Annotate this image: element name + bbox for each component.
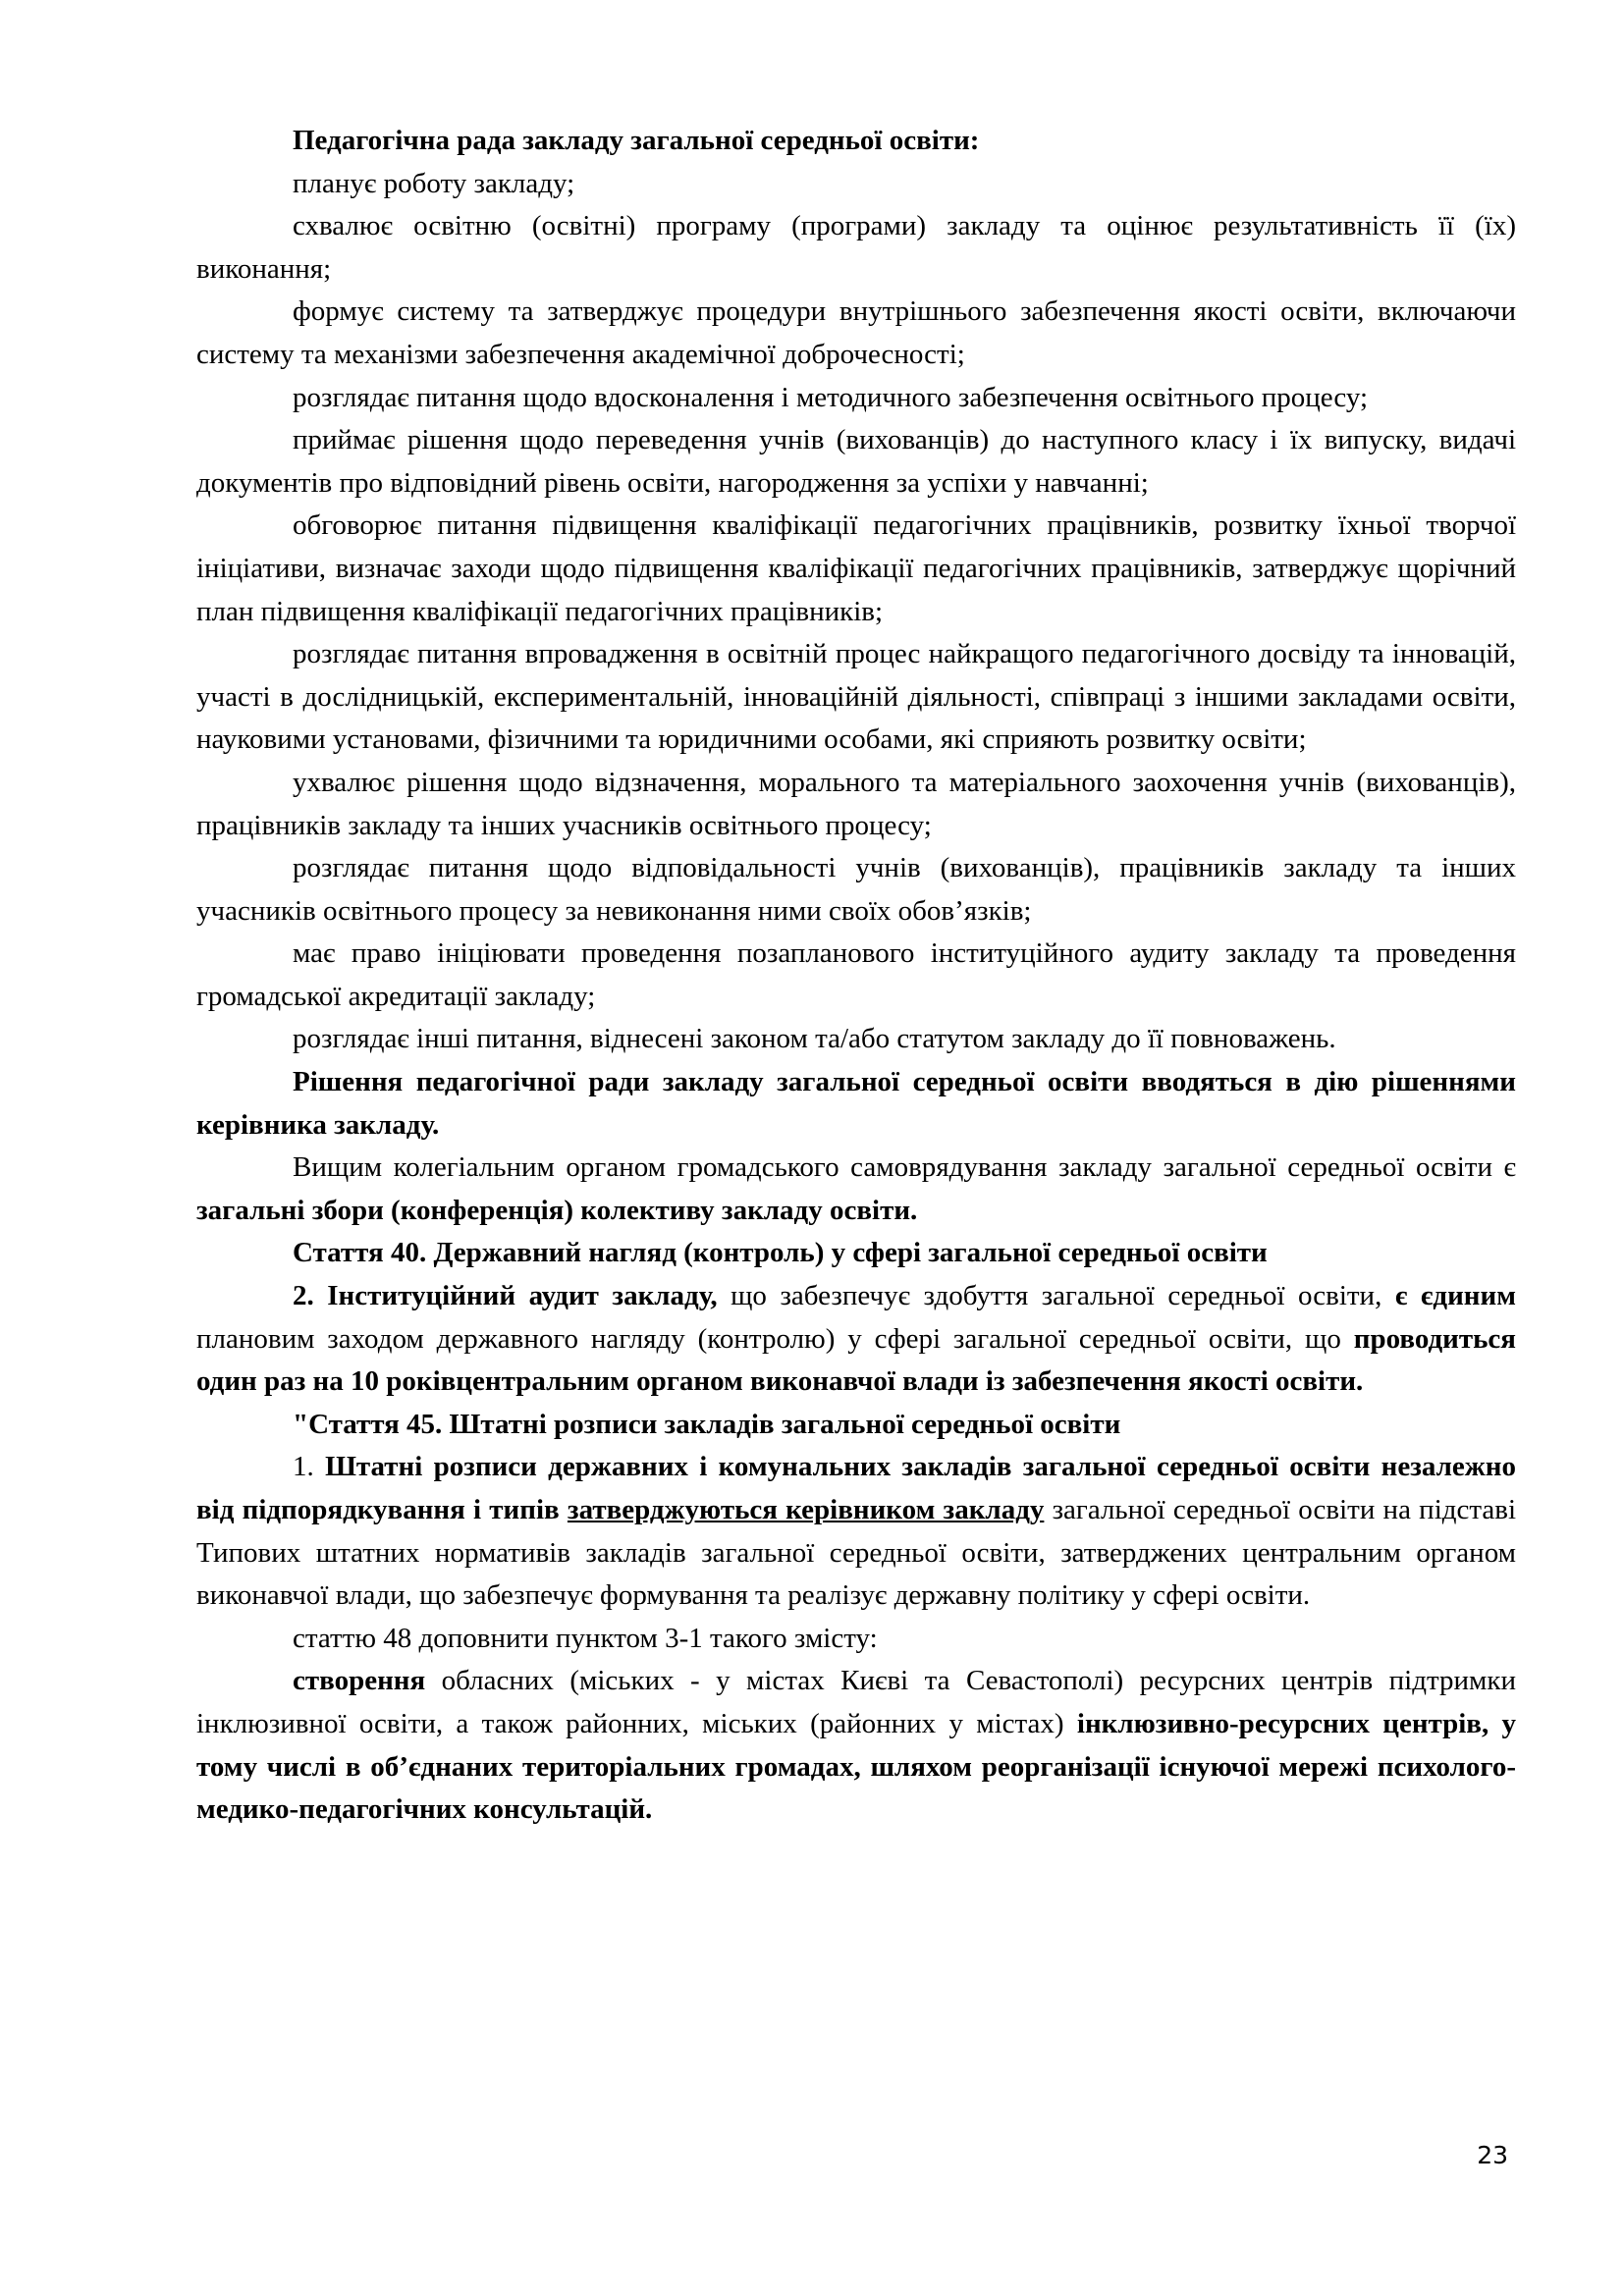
text-segment: розглядає питання щодо відповідальності учнів (вихованців), працівників закладу та інших учасників освітнього процесу за невиконання ними своїх обов’язків;	[196, 852, 1516, 927]
paragraph	[196, 1404, 1516, 1447]
text-segment: що забезпечує здобуття загальної середньої освіти,	[717, 1280, 1395, 1312]
text-segment: формує систему та затверджує процедури внутрішнього забезпечення якості освіти, включаючи систему та механізми забезпечення академічної доброчесності;	[196, 295, 1516, 370]
bold-text-segment: Рішення педагогічної ради закладу загальної середньої освіти вводяться в дію рішеннями керівника закладу.	[196, 1066, 1516, 1141]
paragraph	[196, 377, 1516, 420]
paragraph	[196, 762, 1516, 847]
paragraph	[196, 1232, 1516, 1275]
text-segment: схвалює освітню (освітні) програму (програми) закладу та оцінює результативність її (їх) виконання;	[196, 210, 1516, 285]
bold-text-segment: затверджуються керівником закладу	[567, 1494, 1045, 1525]
paragraph	[196, 1147, 1516, 1232]
paragraph	[196, 291, 1516, 376]
paragraph	[196, 1660, 1516, 1831]
text-segment: статтю 48 доповнити пунктом 3-1 такого змісту:	[293, 1622, 878, 1654]
paragraph	[196, 847, 1516, 933]
bold-text-segment: є єдиним	[1394, 1280, 1516, 1312]
paragraph	[196, 205, 1516, 291]
paragraph	[196, 933, 1516, 1018]
text-segment: Вищим колегіальним органом громадського самоврядування закладу загальної середньої освіти є	[293, 1151, 1516, 1184]
document-body	[196, 120, 1516, 1832]
bold-text-segment: створення	[293, 1665, 426, 1697]
paragraph	[196, 633, 1516, 762]
paragraph	[196, 1275, 1516, 1404]
text-segment: має право ініціювати проведення позапланового інституційного аудиту закладу та проведення громадської акредитації закладу;	[196, 937, 1516, 1012]
text-segment: 1.	[293, 1451, 326, 1483]
bold-text-segment: проводиться один раз на 10 роківцентральним органом виконавчої влади із забезпечення якості освіти.	[196, 1322, 1516, 1398]
paragraph	[196, 163, 1516, 206]
bold-text-segment: Педагогічна рада закладу загальної середньої освіти:	[293, 125, 980, 156]
paragraph	[196, 1446, 1516, 1617]
paragraph	[196, 1018, 1516, 1061]
text-segment: планує роботу закладу;	[293, 167, 575, 199]
bold-text-segment: Штатні розписи державних і комунальних закладів загальної середньої освіти незалежно від підпорядкування і типів	[196, 1451, 1516, 1525]
paragraph	[196, 1061, 1516, 1147]
bold-text-segment: інклюзивно-ресурсних центрів, у тому числі в об’єднаних територіальних громадах, шляхом реорганізації існуючої мережі психолого-медико-педагогічних консультацій.	[196, 1707, 1517, 1826]
paragraph	[196, 419, 1516, 505]
text-segment: приймає рішення щодо переведення учнів (вихованців) до наступного класу і їх випуску, видачі документів про відповідний рівень освіти, нагородження за успіхи у навчанні;	[196, 424, 1516, 499]
paragraph	[196, 120, 1516, 163]
paragraph	[196, 1618, 1516, 1661]
bold-text-segment: "Стаття 45. Штатні розписи закладів загальної середньої освіти	[293, 1408, 1121, 1440]
text-segment: розглядає питання впровадження в освітній процес найкращого педагогічного досвіду та інновацій, участі в дослідницькій, експериментальній, інноваційній діяльності, співпраці з іншими закладами освіти, науковими установами, фізичними та юридичними особами, які сприяють розвитку освіти;	[196, 638, 1516, 756]
text-segment: розглядає інші питання, віднесені законом та/або статутом закладу до її повноважень.	[293, 1023, 1336, 1055]
bold-text-segment: 2. Інституційний аудит закладу,	[293, 1280, 718, 1312]
text-segment: обласних (міських - у містах Києві та Севастополі) ресурсних центрів підтримки інклюзивної освіти, а також районних, міських (районних у містах)	[196, 1665, 1516, 1739]
bold-text-segment: Стаття 40. Державний нагляд (контроль) у сфері загальної середньої освіти	[293, 1237, 1268, 1269]
text-segment: загальної середньої освіти на підставі Типових штатних нормативів закладів загальної середньої освіти, затверджених центральним органом виконавчої влади, що забезпечує формування та реалізує державну політику у сфері освіти.	[196, 1494, 1517, 1612]
paragraph	[196, 505, 1516, 633]
text-segment: обговорює питання підвищення кваліфікації педагогічних працівників, розвитку їхньої творчої ініціативи, визначає заходи щодо підвищення кваліфікації педагогічних працівників, затверджує щорічний план підвищення кваліфікації педагогічних працівників;	[196, 509, 1516, 627]
text-segment: розглядає питання щодо вдосконалення і методичного забезпечення освітнього процесу;	[293, 381, 1369, 413]
bold-text-segment: загальні збори (конференція) колективу закладу освіти.	[196, 1194, 918, 1226]
text-segment: ухвалює рішення щодо відзначення, морального та матеріального заохочення учнів (вихованців), працівників закладу та інших учасників освітнього процесу;	[196, 766, 1516, 841]
text-segment: плановим заходом державного нагляду (контролю) у сфері загальної середньої освіти, що	[196, 1322, 1354, 1355]
page-number: 23	[1477, 2141, 1508, 2169]
